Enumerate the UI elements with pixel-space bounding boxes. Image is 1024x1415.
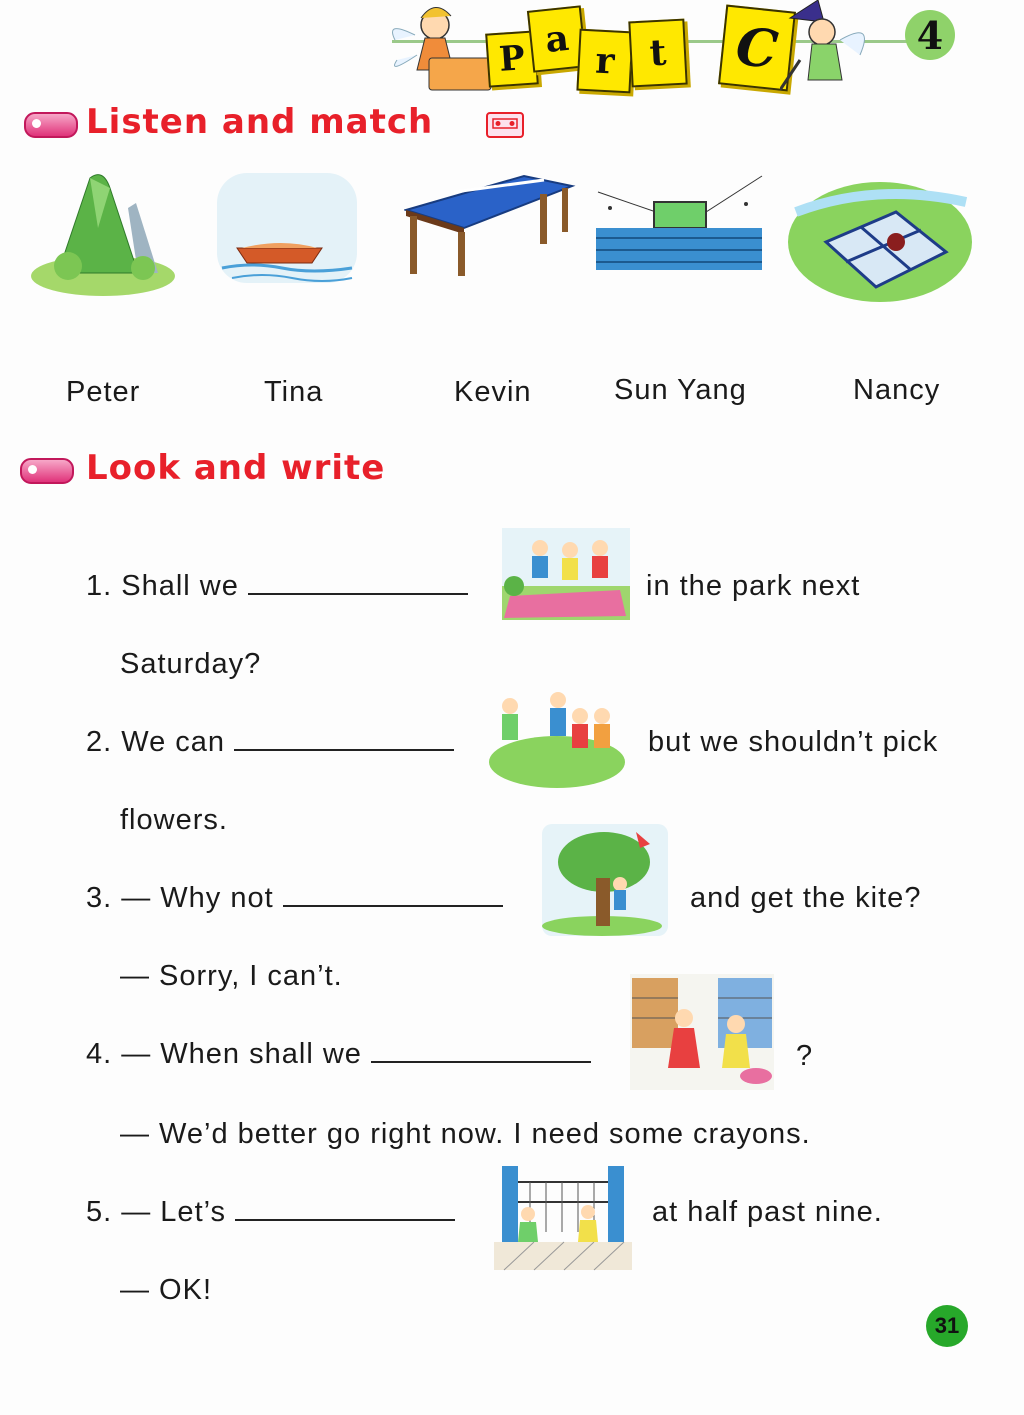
item-next-line: — We’d better go right now. I need some crayons. [120,1118,811,1150]
item-continuation: in the park next [646,570,861,602]
page-number: 31 [934,1313,960,1338]
answer-blank[interactable] [234,749,454,751]
item-number: 4. [86,1038,113,1070]
item-prompt: — Let’s [121,1196,227,1228]
match-name-sun-yang: Sun Yang [614,374,747,406]
part-letter-block [628,19,687,88]
section-bullet-icon [20,458,74,484]
answer-blank[interactable] [283,905,503,907]
item-next-line: Saturday? [120,648,262,680]
item-prompt: — When shall we [121,1038,362,1070]
item-continuation: but we shouldn’t pick [648,726,939,758]
match-name-peter: Peter [66,376,141,408]
item-prompt: We can [121,726,226,758]
part-letter: r [594,39,616,83]
page-number-badge [926,1305,968,1347]
cinema-picture[interactable] [596,172,764,272]
item-number: 3. [86,882,113,914]
match-name-tina: Tina [264,376,324,408]
park-children-picture [488,676,626,790]
climbing-tree-picture [540,822,670,938]
item-prompt: Shall we [121,570,239,602]
exercise-item-2 [86,726,454,759]
picnic-children-picture [500,526,632,622]
exercise-item-5 [86,1196,455,1229]
fairy-right-illustration [780,0,880,95]
boat-picture[interactable] [212,168,362,298]
answer-blank[interactable] [235,1219,455,1221]
listen-section-title: Listen and match [86,102,434,142]
item-next-line: — Sorry, I can’t. [120,960,343,992]
school-gate-picture [494,1162,632,1272]
item-continuation: at half past nine. [652,1196,883,1228]
item-continuation: ? [796,1040,814,1072]
item-number: 5. [86,1196,113,1228]
write-section-title: Look and write [86,448,386,488]
match-name-kevin: Kevin [454,376,532,408]
match-name-nancy: Nancy [853,374,941,406]
picnic-mat-picture[interactable] [786,172,974,304]
exercise-item-3 [86,882,503,915]
part-letter: C [733,15,781,81]
part-letter: a [543,16,571,62]
part-letter-block [576,29,633,94]
answer-blank[interactable] [248,593,468,595]
unit-number-badge [905,10,955,60]
mountain-picture[interactable] [28,168,178,298]
item-prompt: — Why not [121,882,274,914]
part-letter: t [648,31,668,75]
item-next-line: flowers. [120,804,228,836]
item-next-line: — OK! [120,1274,213,1306]
fairy-left-illustration [385,0,495,95]
shopping-picture [628,972,776,1092]
part-letter: P [497,38,527,80]
exercise-item-1 [86,570,468,603]
item-number: 1. [86,570,113,602]
answer-blank[interactable] [371,1061,591,1063]
item-continuation: and get the kite? [690,882,922,914]
cassette-icon[interactable] [486,112,524,138]
exercise-item-4 [86,1038,591,1071]
item-number: 2. [86,726,113,758]
section-bullet-icon [24,112,78,138]
table-tennis-table-picture[interactable] [404,170,576,280]
unit-number: 4 [916,12,944,58]
